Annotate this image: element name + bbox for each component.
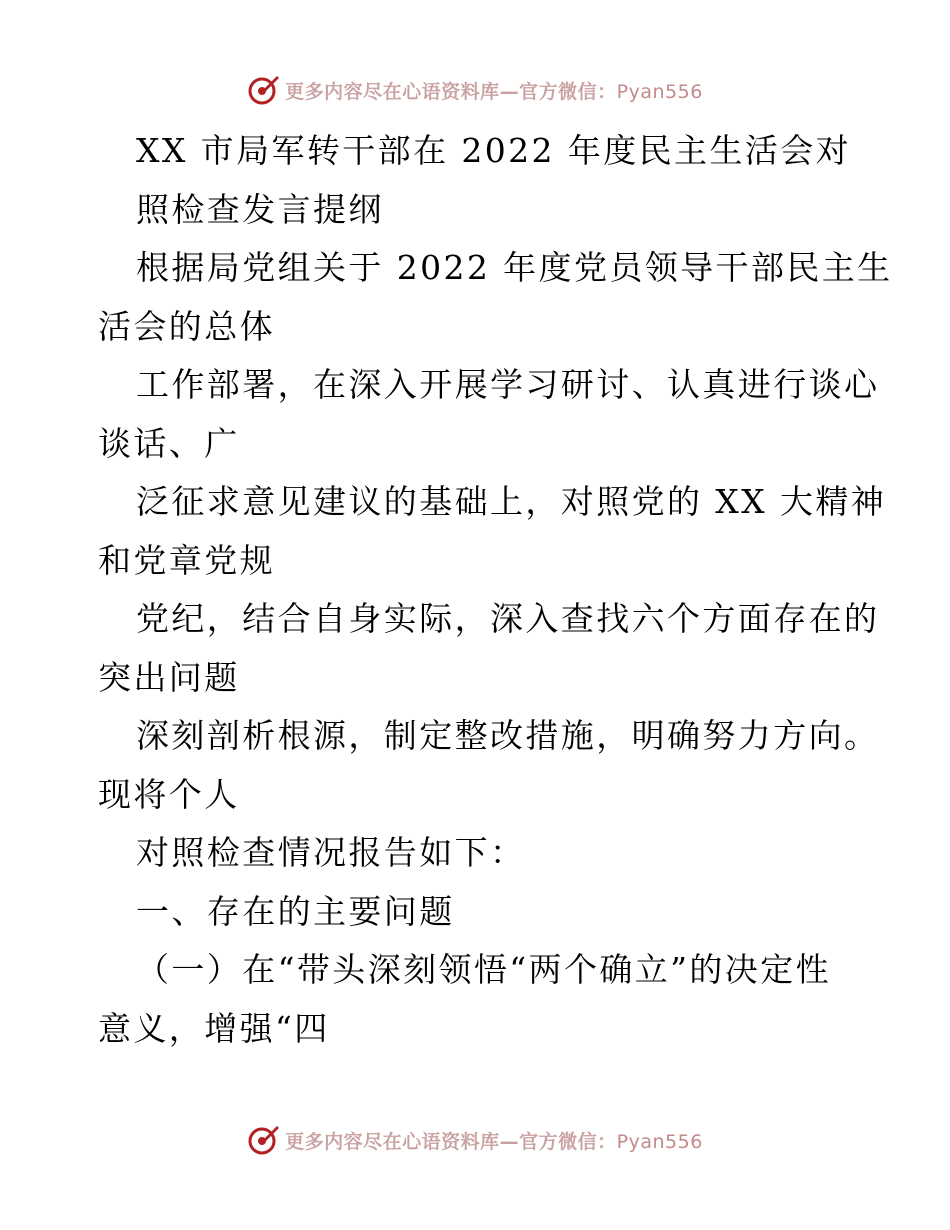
watermark-slogan: 更多内容尽在心语资料库—官方微信： (285, 80, 617, 103)
document-body (98, 122, 893, 1058)
text-line: （一）在“带头深刻领悟“两个确立”的决定性 (136, 950, 832, 989)
text-line: 一、存在的主要问题 (136, 891, 455, 931)
text-line: 和党章党规 (98, 540, 275, 580)
watermark-slogan: 更多内容尽在心语资料库—官方微信： (285, 1130, 617, 1153)
text-line: 现将个人 (98, 774, 240, 814)
watermark-header (0, 70, 950, 110)
watermark-id: Pyan556 (616, 1130, 703, 1153)
text-line: 活会的总体 (98, 306, 275, 346)
text-line: 照检查发言提纲 (136, 189, 384, 229)
text-line: 深刻剖析根源，制定整改措施，明确努力方向。 (136, 716, 880, 755)
watermark-text (285, 77, 703, 104)
pen-logo-icon (247, 73, 281, 107)
watermark-id: Pyan556 (616, 80, 703, 103)
text-line: 工作部署，在深入开展学习研讨、认真进行谈心 (136, 365, 880, 404)
text-line: 泛征求意见建议的基础上，对照党的 XX 大精神 (136, 482, 887, 521)
watermark-text (285, 1127, 703, 1154)
pen-logo-icon (247, 1123, 281, 1157)
text-line: 对照检查情况报告如下： (136, 833, 526, 872)
watermark-footer (0, 1120, 950, 1160)
text-line: 谈话、广 (98, 423, 240, 463)
text-line: 突出问题 (98, 657, 240, 697)
text-line: 根据局党组关于 2022 年度党员领导干部民主生 (136, 248, 893, 287)
text-line: 党纪，结合自身实际，深入查找六个方面存在的 (136, 599, 880, 638)
text-line: 意义，增强“四 (98, 1008, 330, 1048)
text-line: XX 市局军转干部在 2022 年度民主生活会对 (136, 131, 852, 170)
